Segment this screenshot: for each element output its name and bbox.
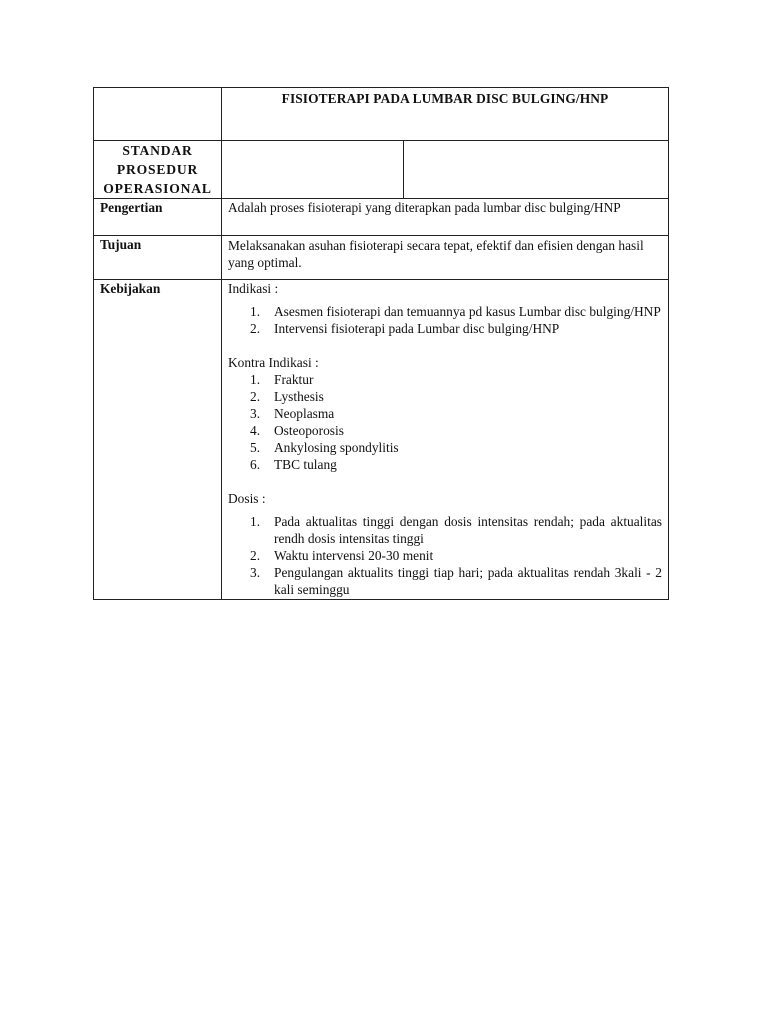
- pengertian-text: Adalah proses fisioterapi yang diterapkan pada lumbar disc bulging/HNP: [222, 199, 669, 236]
- list-item: [228, 388, 662, 405]
- list-item-text: Intervensi fisioterapi pada Lumbar disc bulging/HNP: [274, 321, 560, 336]
- list-item-number: 4.: [250, 423, 261, 438]
- kontra-indikasi-list: [228, 371, 662, 473]
- pengertian-label: Pengertian: [94, 199, 222, 236]
- list-item-text: Waktu intervensi 20-30 menit: [274, 548, 434, 563]
- sop-label-line: STANDAR: [122, 143, 193, 158]
- list-item-text: Pada aktualitas tinggi dengan dosis intensitas rendah; pada aktualitas rendh dosis intensitas tinggi: [274, 514, 662, 546]
- list-item-number: 5.: [250, 440, 261, 455]
- list-item: [228, 320, 662, 337]
- sop-table: [93, 87, 669, 600]
- list-item-text: TBC tulang: [274, 457, 337, 472]
- indikasi-heading: Indikasi :: [228, 281, 279, 296]
- list-item: [228, 371, 662, 388]
- dosis-list: [228, 513, 662, 598]
- kebijakan-row: [94, 280, 669, 600]
- list-item-text: Fraktur: [274, 372, 314, 387]
- list-item-number: 6.: [250, 457, 261, 472]
- list-item-number: 1.: [250, 304, 261, 319]
- list-item: [228, 456, 662, 473]
- kontra-indikasi-heading: Kontra Indikasi :: [228, 355, 319, 370]
- sop-label-line: OPERASIONAL: [103, 181, 212, 196]
- title-row: [94, 88, 669, 141]
- list-item-text: Ankylosing spondylitis: [274, 440, 399, 455]
- sop-label-line: PROSEDUR: [116, 162, 199, 177]
- list-item-number: 2.: [250, 321, 261, 336]
- list-item: [228, 405, 662, 422]
- list-item-text: Lysthesis: [274, 389, 324, 404]
- list-item-number: 1.: [250, 372, 261, 387]
- document-title: FISIOTERAPI PADA LUMBAR DISC BULGING/HNP: [222, 88, 669, 141]
- list-item-number: 2.: [250, 548, 261, 563]
- tujuan-text: Melaksanakan asuhan fisioterapi secara tepat, efektif dan efisien dengan hasil yang optimal.: [222, 236, 669, 280]
- list-item-number: 1.: [250, 514, 261, 529]
- list-item-text: Pengulangan aktualits tinggi tiap hari; pada aktualitas rendah 3kali - 2 kali seminggu: [274, 565, 662, 597]
- kebijakan-content: [222, 280, 669, 600]
- dosis-heading: Dosis :: [228, 491, 266, 506]
- list-item-number: 2.: [250, 389, 261, 404]
- title-blank-cell: [94, 88, 222, 141]
- list-item-text: Asesmen fisioterapi dan temuannya pd kasus Lumbar disc bulging/HNP: [274, 304, 661, 319]
- sop-blank-cell: [404, 141, 669, 199]
- list-item: [228, 439, 662, 456]
- list-item-number: 3.: [250, 565, 261, 580]
- indikasi-list: [228, 303, 662, 337]
- list-item: [228, 513, 662, 547]
- kebijakan-label: Kebijakan: [94, 280, 222, 600]
- pengertian-row: [94, 199, 669, 236]
- list-item: [228, 422, 662, 439]
- list-item-text: Osteoporosis: [274, 423, 344, 438]
- sop-label: [94, 141, 222, 199]
- list-item: [228, 564, 662, 598]
- sop-row: [94, 141, 669, 199]
- list-item: [228, 303, 662, 320]
- tujuan-row: [94, 236, 669, 280]
- tujuan-label: Tujuan: [94, 236, 222, 280]
- list-item-text: Neoplasma: [274, 406, 335, 421]
- list-item-number: 3.: [250, 406, 261, 421]
- sop-blank-cell: [222, 141, 404, 199]
- list-item: [228, 547, 662, 564]
